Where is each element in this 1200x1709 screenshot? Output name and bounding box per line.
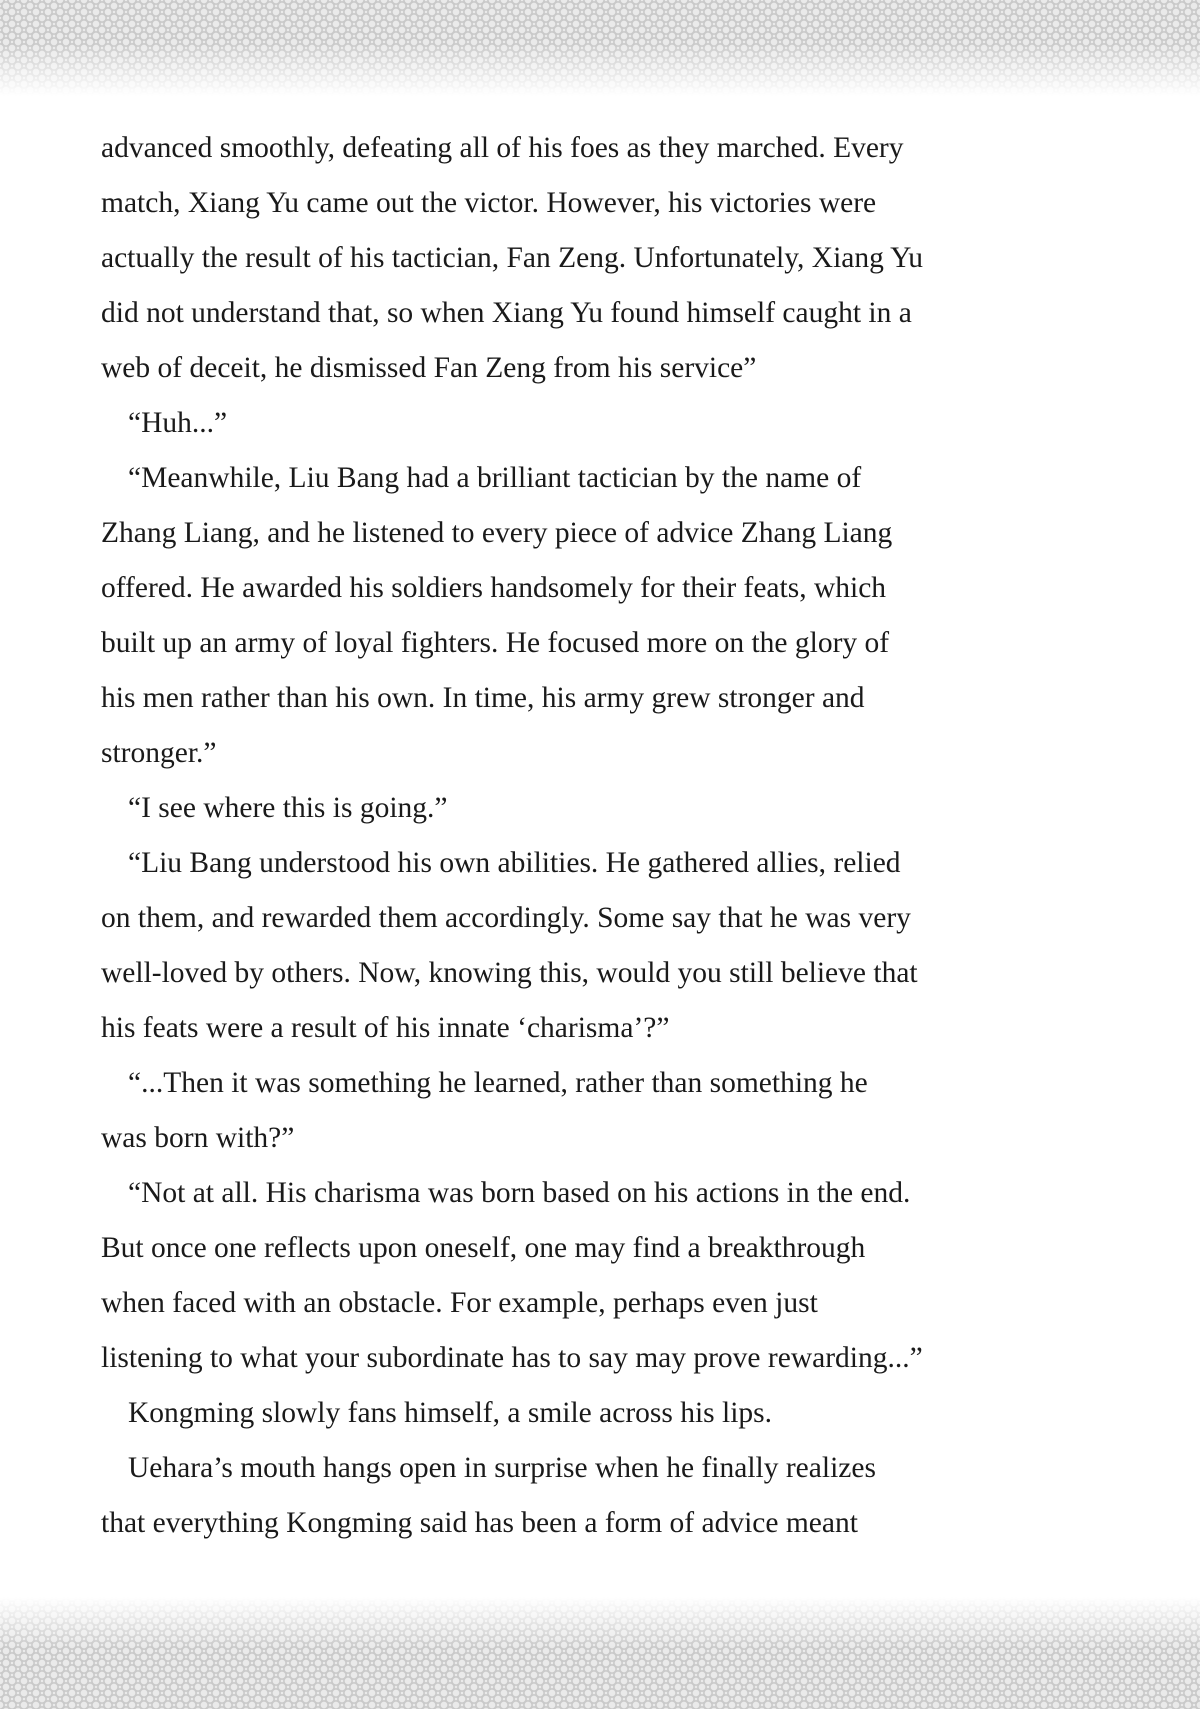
top-decorative-border (0, 0, 1200, 96)
page-body-text (101, 121, 1086, 1551)
text-line: actually the result of his tactician, Fan Zeng. Unfortunately, Xiang Yu (101, 242, 923, 274)
text-line: web of deceit, he dismissed Fan Zeng from his service” (101, 352, 757, 384)
text-line: “Not at all. His charisma was born based on his actions in the end. (128, 1177, 911, 1209)
text-line: his men rather than his own. In time, his army grew stronger and (101, 682, 865, 714)
text-line: listening to what your subordinate has to say may prove rewarding...” (101, 1342, 923, 1374)
text-line: “Liu Bang understood his own abilities. He gathered allies, relied (128, 847, 901, 879)
text-line: “Meanwhile, Liu Bang had a brilliant tactician by the name of (128, 462, 862, 494)
text-line: that everything Kongming said has been a form of advice meant (101, 1507, 858, 1539)
text-line: Kongming slowly fans himself, a smile across his lips. (128, 1397, 773, 1429)
text-line: his feats were a result of his innate ‘charisma’?” (101, 1012, 670, 1044)
text-line: was born with?” (101, 1122, 295, 1154)
text-line: “...Then it was something he learned, rather than something he (128, 1067, 868, 1099)
text-line: stronger.” (101, 737, 217, 769)
text-line: on them, and rewarded them accordingly. Some say that he was very (101, 902, 911, 934)
text-line: well-loved by others. Now, knowing this, would you still believe that (101, 957, 918, 989)
text-line: Uehara’s mouth hangs open in surprise when he finally realizes (128, 1452, 876, 1484)
text-line: “Huh...” (128, 407, 228, 439)
text-line: offered. He awarded his soldiers handsomely for their feats, which (101, 572, 887, 604)
text-line: But once one reflects upon oneself, one may find a breakthrough (101, 1232, 866, 1264)
text-line: when faced with an obstacle. For example, perhaps even just (101, 1287, 818, 1319)
bottom-decorative-border (0, 1597, 1200, 1709)
text-line: did not understand that, so when Xiang Yu found himself caught in a (101, 297, 912, 329)
text-line: “I see where this is going.” (128, 792, 448, 824)
text-line: Zhang Liang, and he listened to every piece of advice Zhang Liang (101, 517, 893, 549)
text-line: match, Xiang Yu came out the victor. However, his victories were (101, 187, 877, 219)
text-line: built up an army of loyal fighters. He focused more on the glory of (101, 627, 890, 659)
text-line: advanced smoothly, defeating all of his foes as they marched. Every (101, 132, 904, 164)
